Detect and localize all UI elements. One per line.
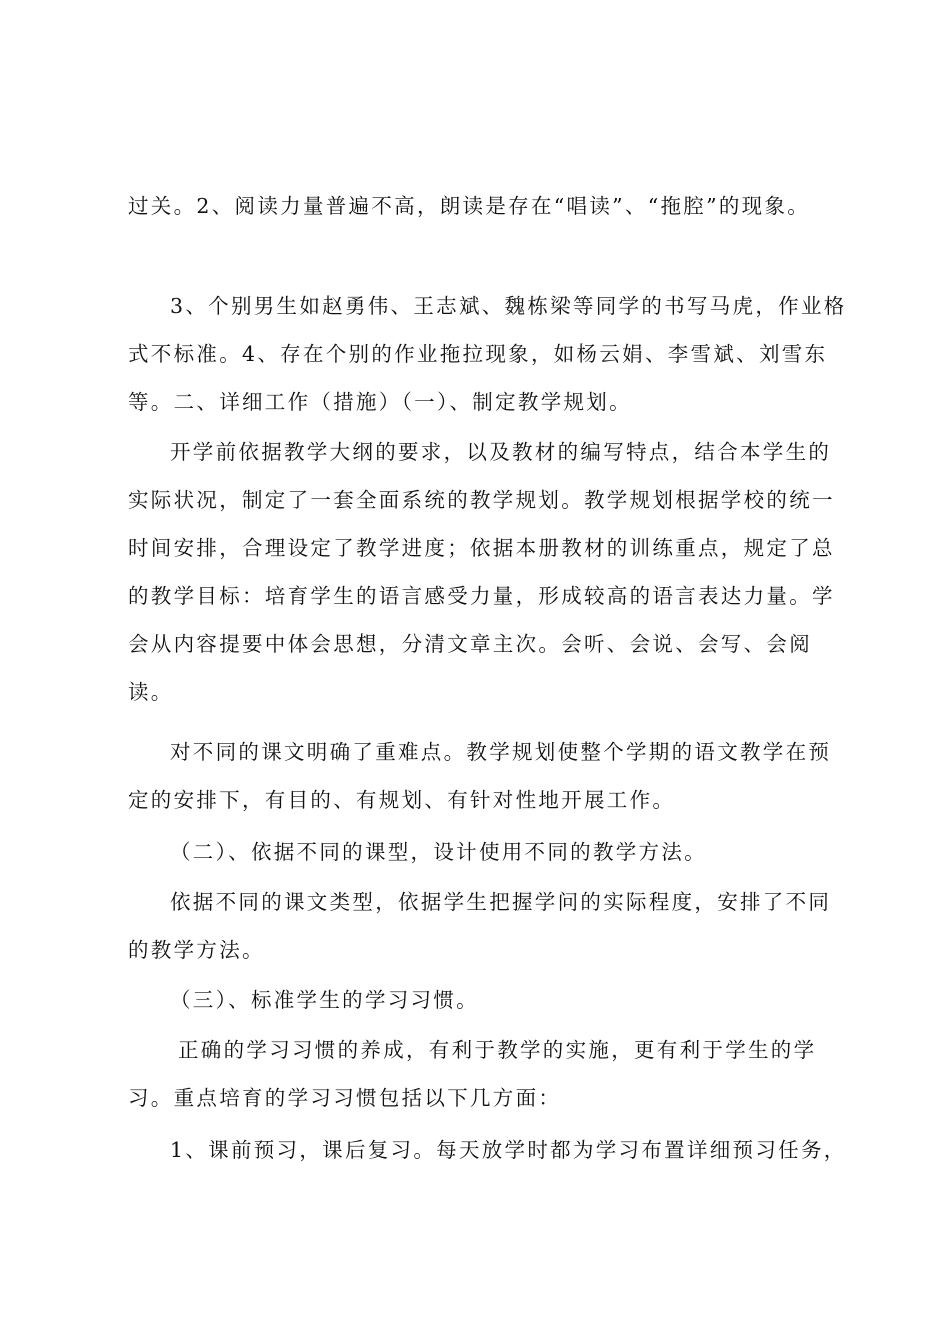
paragraph-habits — [128, 1026, 833, 1122]
text-line-7: 时间安排，合理设定了教学进度；依据本册教材的训练重点，规定了总 — [128, 536, 835, 560]
text-line-5: 开学前依据教学大纲的要求，以及教材的编写特点，结合本学生的 — [170, 440, 832, 464]
section-heading-two — [128, 828, 833, 876]
text-line-14: 依据不同的课文类型，依据学生把握学问的实际程度，安排了不同 — [170, 890, 832, 914]
paragraph-writing-issues — [128, 282, 847, 426]
paragraph-continuation — [128, 182, 833, 230]
paragraph-key-points — [128, 728, 833, 824]
section-heading-three — [128, 976, 833, 1024]
paragraph-preview-review — [128, 1126, 847, 1174]
text-line-1: 过关。2、阅读力量普遍不高，朗读是存在“唱读”、“拖腔”的现象。 — [128, 194, 811, 218]
paragraph-methods — [128, 878, 833, 974]
text-line-2: 3、个别男生如赵勇伟、王志斌、魏栋梁等同学的书写马虎，作业格 — [170, 294, 847, 318]
text-line-8: 的教学目标：培育学生的语言感受力量，形成较高的语言表达力量。学 — [128, 584, 835, 608]
text-line-16: （三）、标准学生的学习习惯。 — [170, 988, 479, 1012]
text-line-3: 式不标准。4、存在个别的作业拖拉现象，如杨云娟、李雪斌、刘雪东 — [128, 342, 828, 366]
text-line-17: 正确的学习习惯的养成，有利于教学的实施，更有利于学生的学 — [178, 1038, 817, 1062]
text-line-12: 定的安排下，有目的、有规划、有针对性地开展工作。 — [128, 788, 676, 812]
text-line-19: 1、课前预习，课后复习。每天放学时都为学习布置详细预习任务， — [170, 1138, 847, 1162]
text-line-9: 会从内容提要中体会思想，分清文章主次。会听、会说、会写、会阅 — [128, 632, 812, 656]
text-line-6: 实际状况，制定了一套全面系统的教学规划。教学规划根据学校的统一 — [128, 488, 835, 512]
paragraph-teaching-plan — [128, 428, 833, 716]
text-line-4: 等。二、详细工作（措施）（一）、制定教学规划。 — [128, 390, 632, 414]
text-line-18: 习。重点培育的学习习惯包括以下几方面： — [128, 1086, 562, 1110]
text-line-13: （二）、依据不同的课型，设计使用不同的教学方法。 — [170, 840, 707, 864]
text-line-10: 读。 — [128, 680, 174, 704]
text-line-11: 对不同的课文明确了重难点。教学规划使整个学期的语文教学在预 — [170, 740, 832, 764]
text-line-15: 的教学方法。 — [128, 938, 265, 962]
